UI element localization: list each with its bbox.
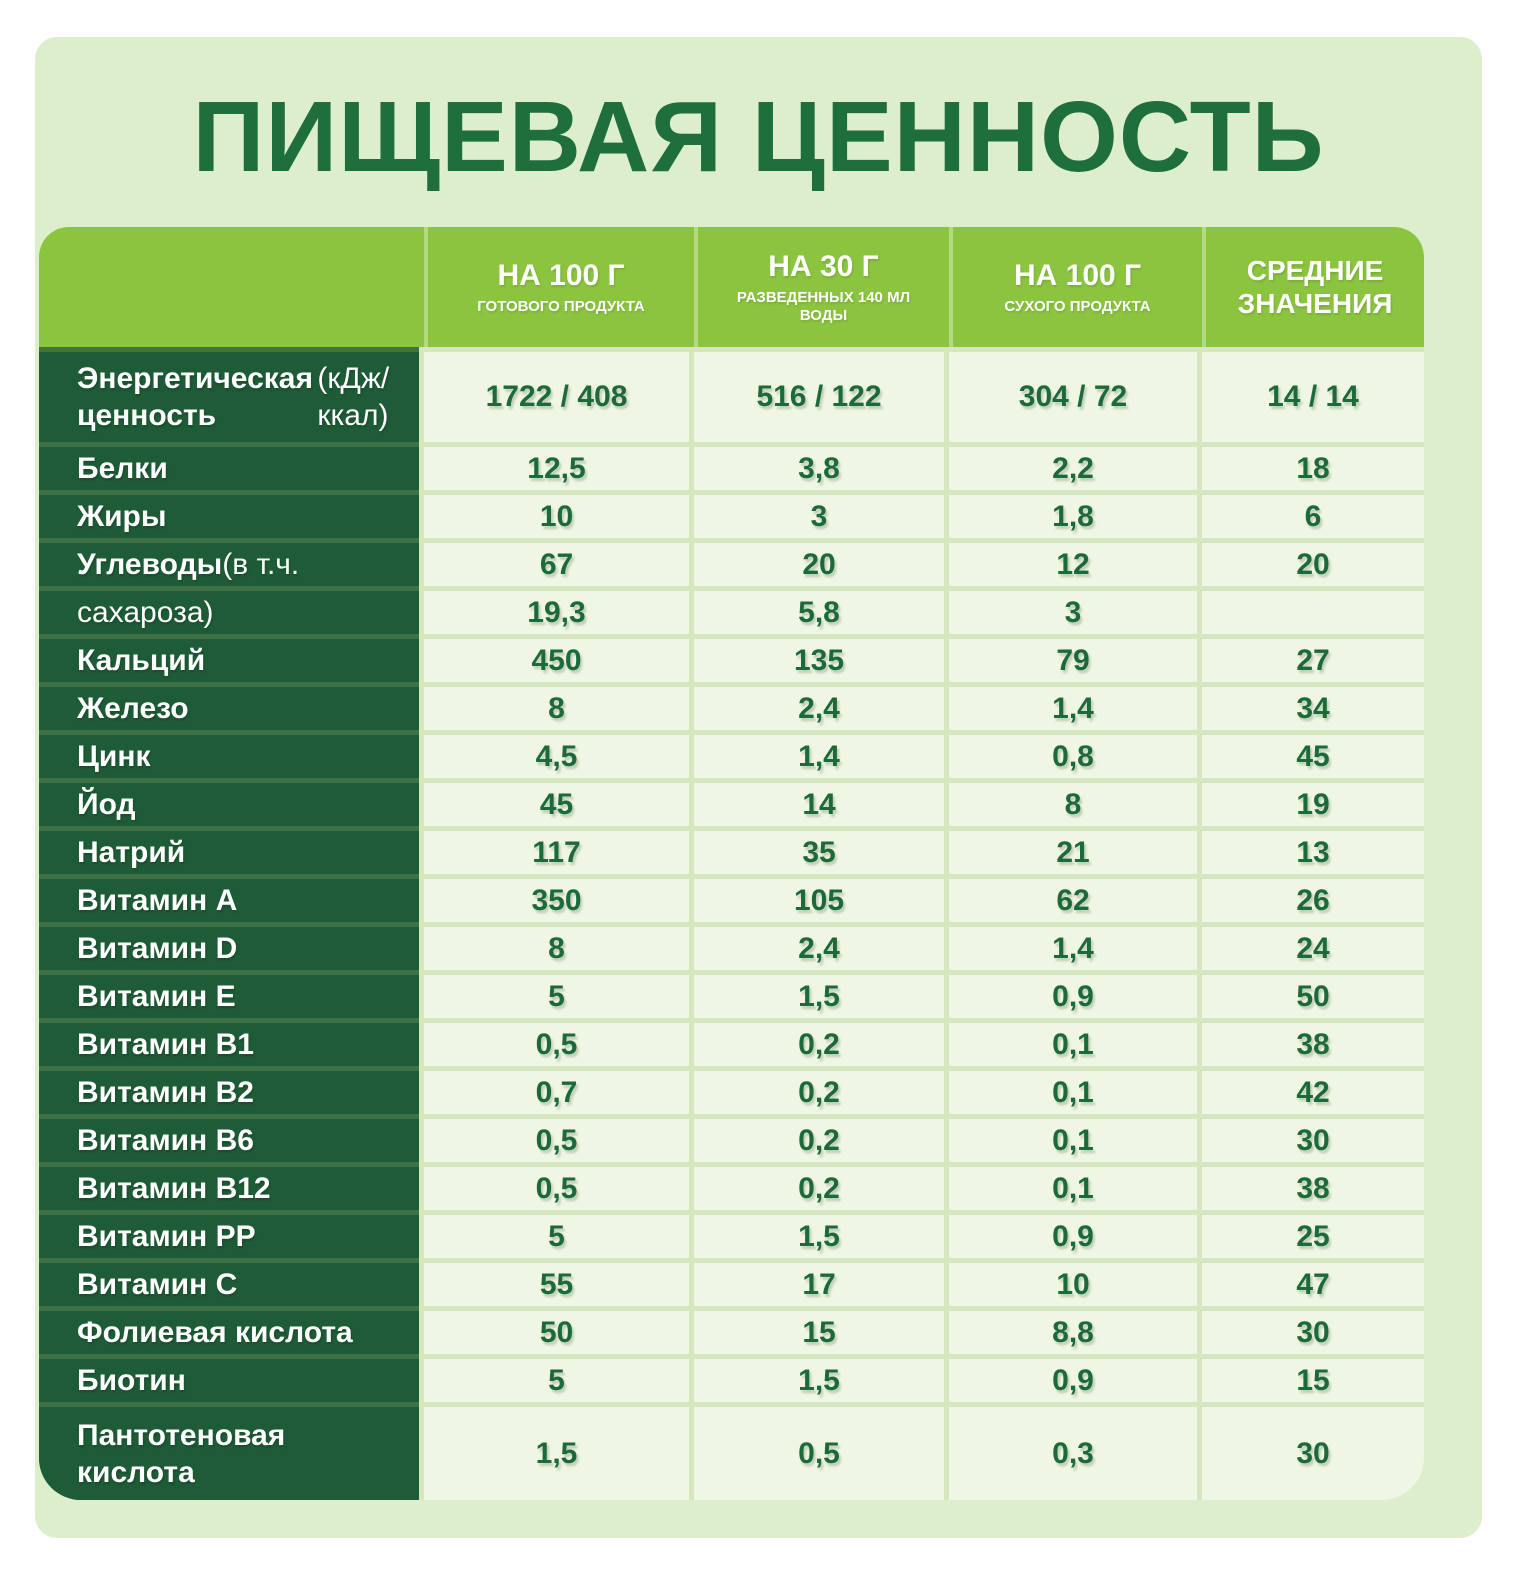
row-label-text: Витамин А xyxy=(77,884,238,917)
cell-value: 1722 / 408 xyxy=(424,352,689,442)
cell-value: 3 xyxy=(949,591,1197,634)
cell-value: 12 xyxy=(949,543,1197,586)
header-subtitle: СУХОГО ПРОДУКТА xyxy=(1004,297,1151,315)
header-cell-per30g-diluted xyxy=(694,227,949,347)
cell-value: 45 xyxy=(424,783,689,826)
table-row xyxy=(39,591,1424,634)
cell-value: 24 xyxy=(1202,927,1424,970)
table-row xyxy=(39,495,1424,538)
cell-value: 26 xyxy=(1202,879,1424,922)
header-cell-per100g-ready xyxy=(424,227,694,347)
cell-value: 0,9 xyxy=(949,975,1197,1018)
cell-value: 0,2 xyxy=(694,1023,944,1066)
card xyxy=(35,37,1482,1538)
cell-value: 55 xyxy=(424,1263,689,1306)
table-header xyxy=(39,227,1424,347)
cell-value: 17 xyxy=(694,1263,944,1306)
header-title: НА 100 Г xyxy=(1013,258,1142,292)
row-label xyxy=(39,447,419,490)
cell-value: 3,8 xyxy=(694,447,944,490)
cell-value: 0,2 xyxy=(694,1119,944,1162)
header-cell-labels xyxy=(39,227,424,347)
cell-value: 15 xyxy=(1202,1359,1424,1402)
cell-value: 0,5 xyxy=(424,1167,689,1210)
table-row xyxy=(39,1359,1424,1402)
cell-value: 8,8 xyxy=(949,1311,1197,1354)
cell-value: 5 xyxy=(424,975,689,1018)
row-label xyxy=(39,1167,419,1210)
row-label xyxy=(39,831,419,874)
cell-value: 21 xyxy=(949,831,1197,874)
table-row xyxy=(39,1167,1424,1210)
table-row xyxy=(39,447,1424,490)
table-row xyxy=(39,1263,1424,1306)
row-label-text: Витамин В1 xyxy=(77,1028,254,1061)
cell-value: 34 xyxy=(1202,687,1424,730)
row-label-text: Биотин xyxy=(77,1364,186,1397)
cell-value: 38 xyxy=(1202,1167,1424,1210)
cell-value: 47 xyxy=(1202,1263,1424,1306)
table-row xyxy=(39,927,1424,970)
cell-value xyxy=(1202,591,1424,634)
cell-value: 20 xyxy=(1202,543,1424,586)
cell-value: 1,5 xyxy=(694,1359,944,1402)
row-label xyxy=(39,687,419,730)
row-label-text: Витамин D xyxy=(77,932,238,965)
row-label-text: Йод xyxy=(77,788,136,821)
row-label-text: Железо xyxy=(77,692,189,725)
table-row xyxy=(39,543,1424,586)
row-label xyxy=(39,879,419,922)
cell-value: 5,8 xyxy=(694,591,944,634)
cell-value: 0,9 xyxy=(949,1215,1197,1258)
cell-value: 30 xyxy=(1202,1119,1424,1162)
row-label xyxy=(39,1215,419,1258)
cell-value: 0,5 xyxy=(694,1407,944,1500)
cell-value: 18 xyxy=(1202,447,1424,490)
table-row xyxy=(39,639,1424,682)
cell-value: 10 xyxy=(424,495,689,538)
cell-value: 4,5 xyxy=(424,735,689,778)
row-label xyxy=(39,1263,419,1306)
cell-value: 0,2 xyxy=(694,1071,944,1114)
cell-value: 516 / 122 xyxy=(694,352,944,442)
cell-value: 1,4 xyxy=(949,927,1197,970)
cell-value: 50 xyxy=(424,1311,689,1354)
table-row xyxy=(39,975,1424,1018)
cell-value: 1,5 xyxy=(694,1215,944,1258)
row-label-text: Витамин РР xyxy=(77,1220,256,1253)
row-label-note: (в т.ч. xyxy=(222,548,300,581)
header-title: НА 30 Г xyxy=(768,249,879,283)
row-label xyxy=(39,1407,419,1500)
row-label xyxy=(39,543,419,586)
cell-value: 105 xyxy=(694,879,944,922)
cell-value: 0,5 xyxy=(424,1023,689,1066)
cell-value: 10 xyxy=(949,1263,1197,1306)
cell-value: 27 xyxy=(1202,639,1424,682)
cell-value: 38 xyxy=(1202,1023,1424,1066)
header-title: СРЕДНИЕ ЗНАЧЕНИЯ xyxy=(1237,255,1393,319)
row-label-note: (кДж/ккал) xyxy=(317,362,390,432)
table-row xyxy=(39,735,1424,778)
cell-value: 0,2 xyxy=(694,1167,944,1210)
table-row xyxy=(39,1311,1424,1354)
row-label xyxy=(39,352,419,442)
cell-value: 2,4 xyxy=(694,927,944,970)
row-label-text: Пантотеновая кислота xyxy=(77,1418,286,1489)
page-title: ПИЩЕВАЯ ЦЕННОСТЬ xyxy=(192,81,1325,193)
cell-value: 0,1 xyxy=(949,1023,1197,1066)
cell-value: 79 xyxy=(949,639,1197,682)
cell-value: 0,3 xyxy=(949,1407,1197,1500)
cell-value: 30 xyxy=(1202,1407,1424,1500)
row-label xyxy=(39,639,419,682)
row-label-text: Фолиевая кислота xyxy=(77,1316,353,1349)
cell-value: 1,4 xyxy=(694,735,944,778)
cell-value: 0,5 xyxy=(424,1119,689,1162)
row-label xyxy=(39,1119,419,1162)
table-row xyxy=(39,1071,1424,1114)
cell-value: 1,8 xyxy=(949,495,1197,538)
cell-value: 20 xyxy=(694,543,944,586)
cell-value: 30 xyxy=(1202,1311,1424,1354)
cell-value: 350 xyxy=(424,879,689,922)
row-label xyxy=(39,927,419,970)
table-row xyxy=(39,1215,1424,1258)
cell-value: 2,2 xyxy=(949,447,1197,490)
cell-value: 45 xyxy=(1202,735,1424,778)
header-subtitle: ГОТОВОГО ПРОДУКТА xyxy=(477,297,645,315)
row-label-text: Кальций xyxy=(77,644,206,677)
cell-value: 8 xyxy=(424,687,689,730)
table-row xyxy=(39,879,1424,922)
table-body xyxy=(39,347,1424,1500)
row-label-text: Белки xyxy=(77,452,168,485)
cell-value: 0,1 xyxy=(949,1071,1197,1114)
header-cell-per100g-dry xyxy=(949,227,1202,347)
cell-value: 14 xyxy=(694,783,944,826)
row-label xyxy=(39,975,419,1018)
row-label xyxy=(39,1359,419,1402)
cell-value: 62 xyxy=(949,879,1197,922)
cell-value: 8 xyxy=(424,927,689,970)
cell-value: 5 xyxy=(424,1359,689,1402)
row-label xyxy=(39,1311,419,1354)
table-row xyxy=(39,352,1424,442)
cell-value: 6 xyxy=(1202,495,1424,538)
cell-value: 13 xyxy=(1202,831,1424,874)
cell-value: 135 xyxy=(694,639,944,682)
table-row xyxy=(39,783,1424,826)
row-label-text: Витамин В12 xyxy=(77,1172,271,1205)
row-label xyxy=(39,495,419,538)
row-label-text: Натрий xyxy=(77,836,186,869)
cell-value: 117 xyxy=(424,831,689,874)
cell-value: 3 xyxy=(694,495,944,538)
cell-value: 35 xyxy=(694,831,944,874)
cell-value: 450 xyxy=(424,639,689,682)
row-label xyxy=(39,1023,419,1066)
cell-value: 25 xyxy=(1202,1215,1424,1258)
cell-value: 2,4 xyxy=(694,687,944,730)
row-label-text: Витамин С xyxy=(77,1268,238,1301)
header-cell-average-values xyxy=(1202,227,1424,347)
table-row xyxy=(39,1119,1424,1162)
table-row xyxy=(39,687,1424,730)
cell-value: 0,7 xyxy=(424,1071,689,1114)
row-label-text: Энергетическая ценность xyxy=(77,362,313,432)
row-label-text: Витамин В2 xyxy=(77,1076,254,1109)
row-label-text: Углеводы xyxy=(77,548,223,581)
cell-value: 1,5 xyxy=(424,1407,689,1500)
cell-value: 1,5 xyxy=(694,975,944,1018)
cell-value: 8 xyxy=(949,783,1197,826)
cell-value: 0,8 xyxy=(949,735,1197,778)
row-label-text: Витамин Е xyxy=(77,980,236,1013)
row-label-text: Жиры xyxy=(77,500,167,533)
table-row xyxy=(39,1407,1424,1500)
row-label-text: Витамин В6 xyxy=(77,1124,254,1157)
cell-value: 14 / 14 xyxy=(1202,352,1424,442)
cell-value: 50 xyxy=(1202,975,1424,1018)
header-title: НА 100 Г xyxy=(497,258,625,292)
row-label xyxy=(39,1071,419,1114)
row-label xyxy=(39,591,419,634)
row-label xyxy=(39,735,419,778)
cell-value: 67 xyxy=(424,543,689,586)
row-label-text: Цинк xyxy=(77,740,151,773)
cell-value: 0,9 xyxy=(949,1359,1197,1402)
nutrition-table xyxy=(39,227,1424,1500)
cell-value: 12,5 xyxy=(424,447,689,490)
table-row xyxy=(39,831,1424,874)
cell-value: 0,1 xyxy=(949,1119,1197,1162)
row-label xyxy=(39,783,419,826)
cell-value: 15 xyxy=(694,1311,944,1354)
table-row xyxy=(39,1023,1424,1066)
row-label-note: сахароза) xyxy=(77,596,214,629)
header-subtitle: РАЗВЕДЕННЫХ 140 МЛ ВОДЫ xyxy=(736,288,911,324)
cell-value: 1,4 xyxy=(949,687,1197,730)
cell-value: 19 xyxy=(1202,783,1424,826)
cell-value: 19,3 xyxy=(424,591,689,634)
cell-value: 5 xyxy=(424,1215,689,1258)
cell-value: 0,1 xyxy=(949,1167,1197,1210)
cell-value: 42 xyxy=(1202,1071,1424,1114)
cell-value: 304 / 72 xyxy=(949,352,1197,442)
